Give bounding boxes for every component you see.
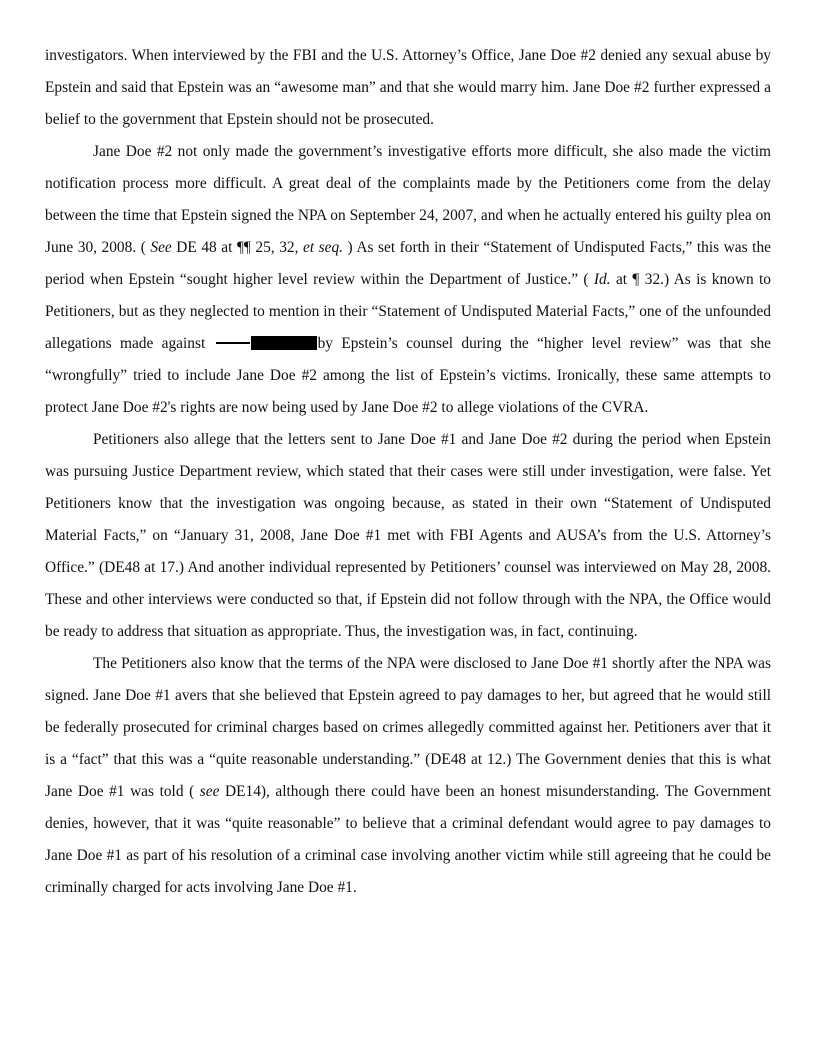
paragraph-2-text-b: DE 48 at ¶¶ 25, 32, xyxy=(171,239,303,256)
redaction-residue xyxy=(216,336,250,350)
paragraph-2-text-c: ) As set forth in their “Statement of Undisputed Facts,” this was the period when Epstein “sought higher level review within the Department of Justice.” ( xyxy=(45,239,771,288)
citation-et-seq: et seq. xyxy=(303,239,344,256)
paragraph-1: investigators. When interviewed by the FBI and the U.S. Attorney’s Office, Jane Doe #2 denied any sexual abuse by Epstein and said that Epstein was an “awesome man” and that she would marry him. Jane Doe #2 further expressed a belief to the government that Epstein should not be prosecuted. xyxy=(45,47,771,128)
paragraph-2-text-d: at ¶ 32.) As is known to Petitioners, but as they neglected to mention in their “Statement of Undisputed Material Facts,” one of the unfounded allegations made against xyxy=(45,271,771,352)
paragraph-2-text-a: Jane Doe #2 not only made the government’s investigative efforts more difficult, she also made the victim notification process more difficult. A great deal of the complaints made by the Petitioners come from the delay between the time that Epstein signed the NPA on September 24, 2007, and when he actually entered his guilty plea on June 30, 2008. ( xyxy=(45,143,771,256)
paragraph-4 xyxy=(45,648,771,904)
paragraph-4-text-b: DE14), although there could have been an honest misunderstanding. The Government denies, however, that it was “quite reasonable” to believe that a criminal defendant would agree to pay damages to Jane Doe #1 as part of his resolution of a criminal case involving another victim while still agreeing that he could be criminally charged for acts involving Jane Doe #1. xyxy=(45,783,771,896)
redaction-bar xyxy=(251,336,317,350)
paragraph-2-text-e: by Epstein’s counsel during the “higher level review” was that she “wrongfully” tried to include Jane Doe #2 among the list of Epstein’s victims. Ironically, these same attempts to protect Jane Doe #2's rights are now being used by Jane Doe #2 to allege violations of the CVRA. xyxy=(45,335,772,416)
document-page xyxy=(45,40,771,904)
citation-id: Id. xyxy=(593,271,611,288)
paragraph-3: Petitioners also allege that the letters sent to Jane Doe #1 and Jane Doe #2 during the period when Epstein was pursuing Justice Department review, which stated that their cases were still under investigation, were false. Yet Petitioners know that the investigation was ongoing because, as stated in their own “Statement of Undisputed Material Facts,” on “January 31, 2008, Jane Doe #1 met with FBI Agents and AUSA’s from the U.S. Attorney’s Office.” (DE48 at 17.) And another individual represented by Petitioners’ counsel was interviewed on May 28, 2008. These and other interviews were conducted so that, if Epstein did not follow through with the NPA, the Office would be ready to address that situation as appropriate. Thus, the investigation was, in fact, continuing. xyxy=(45,431,771,640)
paragraph-4-text-a: The Petitioners also know that the terms of the NPA were disclosed to Jane Doe #1 shortly after the NPA was signed. Jane Doe #1 avers that she believed that Epstein agreed to pay damages to her, but agreed that he would still be federally prosecuted for criminal charges based on crimes allegedly committed against her. Petitioners aver that it is a “fact” that this was a “quite reasonable understanding.” (DE48 at 12.) The Government denies that this is what Jane Doe #1 was told ( xyxy=(45,655,771,800)
citation-signal-see: See xyxy=(150,239,172,256)
paragraph-2 xyxy=(45,136,771,424)
citation-signal-see-2: see xyxy=(199,783,220,800)
